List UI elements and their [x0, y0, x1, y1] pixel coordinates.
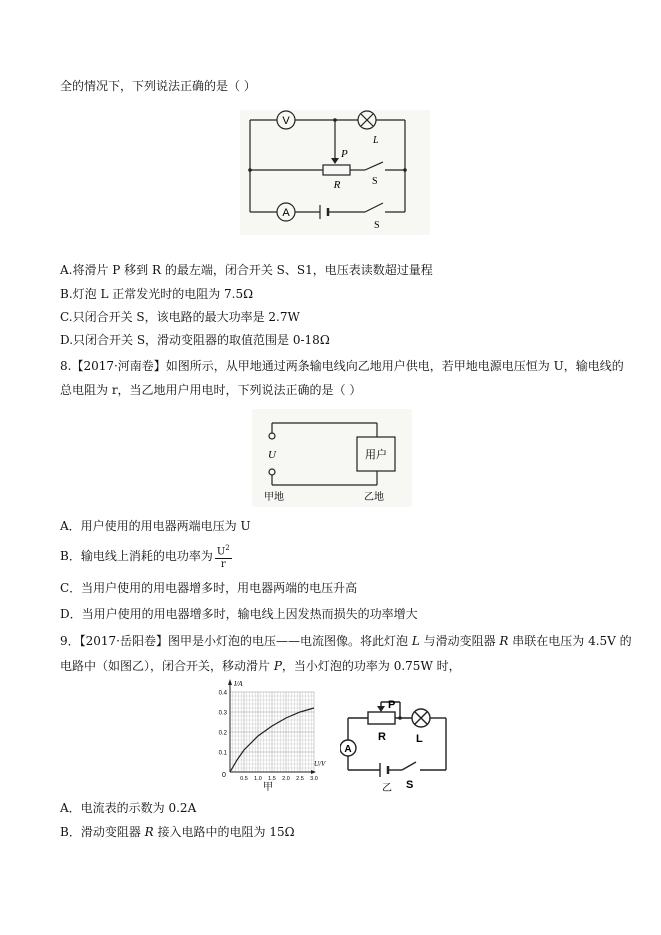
q8-option-b [60, 542, 232, 571]
q9-graph-ytick: 0.1 [218, 750, 227, 757]
q9-circuit-rheostat-label: R [378, 731, 386, 743]
q9-stem-text-a: 9．【2017·岳阳卷】图甲是小灯泡的电压——电流图像。将此灯泡 [60, 634, 412, 648]
q9-graph-xtick: 2.0 [282, 776, 290, 782]
q7-intro: 全的情况下，下列说法正确的是（ ） [60, 79, 256, 93]
q9-lamp-var: L [411, 634, 420, 648]
q8-option-c: C．当用户使用的用电器增多时，用电器两端的电压升高 [60, 581, 358, 595]
q9-slider-var: P [273, 659, 282, 673]
q9-graph-xtick: 1.0 [254, 776, 262, 782]
q7-voltmeter-label: V [282, 115, 290, 127]
q9-graph-xtick: 2.5 [296, 776, 304, 782]
q7-rheostat-label: R [333, 179, 341, 191]
q9-stem-text-c: 串联在电压为 4.5V 的 [508, 634, 632, 648]
q9-circuit-caption: 乙 [382, 783, 392, 794]
q8-source-label: U [268, 449, 276, 461]
q7-option-d: D.只闭合开关 S，滑动变阻器的取值范围是 0-18Ω [60, 333, 330, 347]
q9-stem-text-e: ，当小灯泡的功率为 0.75W 时， [281, 659, 461, 673]
q9-stem-text-b: 与滑动变阻器 [419, 634, 500, 648]
q9-iu-graph [210, 676, 335, 794]
q9-option-b-var: R [144, 825, 154, 839]
q9-circuit-switch-label: S [406, 779, 414, 791]
q9-graph-xtick: 0.5 [240, 776, 248, 782]
q8-option-a: A．用户使用的用电器两端电压为 U [60, 519, 251, 533]
q8-option-b-fraction [215, 542, 232, 571]
q9-circuit-diagram [340, 698, 455, 794]
q7-option-c: C.只闭合开关 S，该电路的最大功率是 2.7W [60, 310, 300, 324]
q9-graph-origin: 0 [222, 772, 226, 779]
q8-load-label: 用户 [365, 448, 387, 461]
q7-circuit-diagram [240, 110, 430, 235]
q9-graph-ytick: 0.2 [218, 730, 227, 737]
q7-ammeter-label: A [282, 207, 290, 219]
q7-switch2-label: S [374, 220, 380, 231]
q9-graph-xtick: 3.0 [310, 776, 318, 782]
q9-graph-ytick: 0.4 [218, 690, 227, 697]
q8-option-b-text: B．输电线上消耗的电功率为 [60, 549, 213, 564]
q9-graph-grid [230, 692, 314, 772]
q8-stem-line2: 总电阻为 r，当乙地用户用电时，下列说法正确的是（ ） [60, 383, 362, 397]
q9-circuit-ammeter-label: A [344, 744, 352, 755]
q9-stem-line1 [60, 633, 632, 649]
q9-rheostat-var: R [499, 634, 509, 648]
q7-option-b: B.灯泡 L 正常发光时的电阻为 7.5Ω [60, 287, 254, 301]
q9-option-b [60, 824, 295, 840]
q8-option-b-numerator: U [216, 546, 226, 558]
q9-graph-caption: 甲 [263, 782, 273, 793]
q9-option-a: A．电流表的示数为 0.2A [60, 801, 197, 815]
q8-left-label: 甲地 [264, 492, 284, 503]
q9-graph-ylabel: I/A [234, 680, 243, 688]
q7-option-a: A.将滑片 P 移到 R 的最左端，闭合开关 S、S1，电压表读数超过量程 [60, 263, 433, 277]
q8-circuit-diagram [252, 409, 412, 507]
q7-slider-label: P [341, 148, 348, 160]
q8-option-d: D．当用户使用的用电器增多时，输电线上因发热而损失的功率增大 [60, 607, 418, 621]
q9-graph-xtick: 1.5 [268, 776, 276, 782]
q8-right-label: 乙地 [364, 492, 384, 503]
q9-option-b-text-b: 接入电路中的电阻为 15Ω [153, 825, 295, 839]
q9-stem-text-d: 电路中（如图乙），闭合开关，移动滑片 [60, 659, 274, 673]
q8-option-b-exponent: 2 [225, 544, 230, 552]
q8-option-b-denominator: r [220, 559, 226, 571]
q9-stem-line2 [60, 658, 461, 674]
q9-graph-xlabel: U/V [314, 760, 326, 768]
q7-lamp-label: L [373, 135, 379, 146]
q9-circuit-lamp-label: L [416, 733, 423, 745]
q8-stem-line1: 8.【2017·河南卷】如图所示，从甲地通过两条输电线向乙地用户供电，若甲地电源电压恒为 U，输电线的 [60, 359, 624, 373]
q7-switch1-label: S [372, 176, 378, 187]
q9-option-b-text-a: B．滑动变阻器 [60, 825, 145, 839]
q9-circuit-slider-label: P [388, 699, 396, 711]
q9-graph-ytick: 0.3 [218, 710, 227, 717]
